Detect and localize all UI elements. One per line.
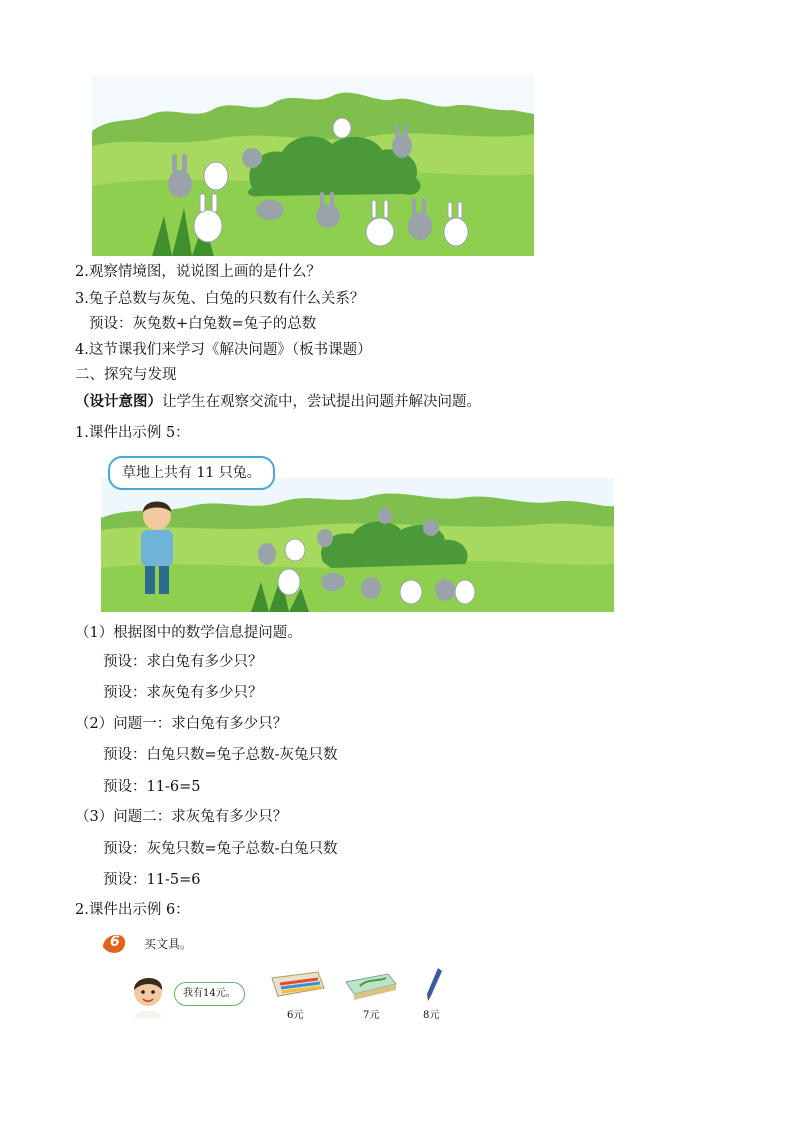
pencil-case-icon xyxy=(344,970,398,1000)
example-number-badge xyxy=(101,933,127,955)
price-crayons: 6元 xyxy=(287,1010,304,1021)
text-line-relationship: 3.兔子总数与灰兔、白兔的只数有什么关系？ xyxy=(75,291,365,307)
rabbit-scene-image-2 xyxy=(101,478,614,612)
crayons-box-icon xyxy=(268,968,326,1002)
text-line-question2: （3）问题二：求灰兔有多少只？ xyxy=(75,809,288,825)
boy-avatar xyxy=(128,972,172,1018)
text-line-formula2: 预设：灰兔只数=兔子总数-白兔只数 xyxy=(103,841,338,857)
text-line-example5: 1.课件出示例 5： xyxy=(75,425,190,441)
text-line-formula1: 预设：白兔只数=兔子总数-灰兔只数 xyxy=(103,747,338,763)
text-line-calc1: 预设：11-6=5 xyxy=(103,779,201,795)
text-line-question1: （2）问题一：求白兔有多少只？ xyxy=(75,716,288,732)
pen-icon xyxy=(424,966,444,1002)
section-heading-explore: 二、探究与发现 xyxy=(75,367,177,383)
text-line-observe: 2.观察情境图，说说图上画的是什么？ xyxy=(75,264,321,280)
rabbit-scene-image-1 xyxy=(92,76,534,256)
design-intent-text: 让学生在观察交流中，尝试提出问题并解决问题。 xyxy=(162,394,481,410)
price-pencil-case: 7元 xyxy=(363,1010,380,1021)
price-pen: 8元 xyxy=(423,1010,440,1021)
speech-bubble-money: 我有14元。 xyxy=(174,982,245,1006)
text-line-preset-sum: 预设：灰兔数+白兔数=兔子的总数 xyxy=(89,316,317,332)
text-line-topic: 4.这节课我们来学习《解决问题》（板书课题） xyxy=(75,342,372,358)
text-line-ask-question: （1）根据图中的数学信息提问题。 xyxy=(75,625,302,641)
speech-bubble-total: 草地上共有 11 只兔。 xyxy=(108,456,275,490)
design-intent-label: （设计意图） xyxy=(75,393,162,410)
text-line-calc2: 预设：11-5=6 xyxy=(103,872,201,888)
example-title: 买文具。 xyxy=(144,937,193,951)
text-line-example6: 2.课件出示例 6： xyxy=(75,902,190,918)
text-line-preset-grey: 预设：求灰兔有多少只？ xyxy=(103,685,263,701)
design-intent xyxy=(75,392,481,412)
text-line-preset-white: 预设：求白兔有多少只？ xyxy=(103,654,263,670)
example-number: 6 xyxy=(110,934,120,950)
